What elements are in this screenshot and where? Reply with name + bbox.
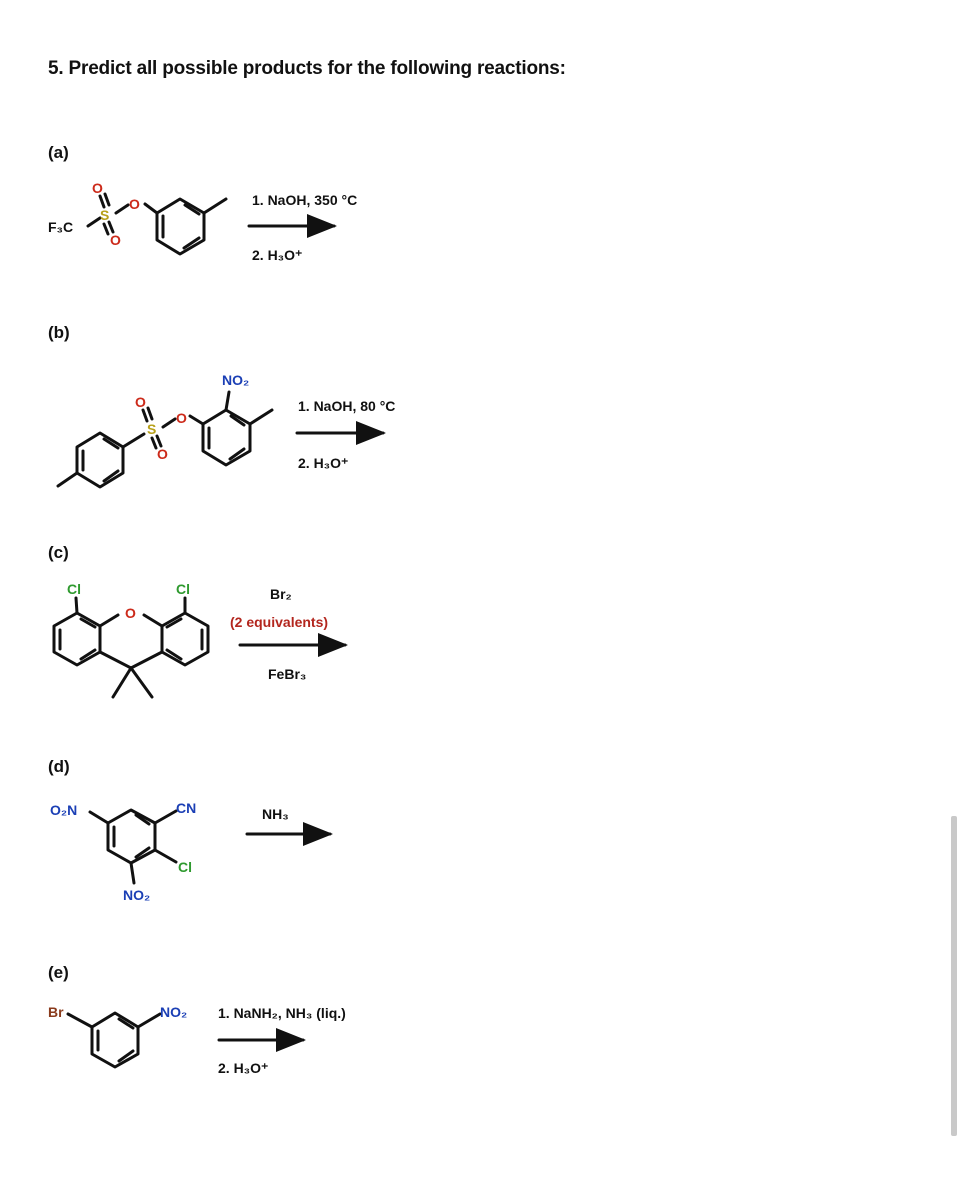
part-b-molecule [58,392,272,487]
part-b-reagent-2: 2. H₃O⁺ [298,455,349,471]
part-a-label: (a) [48,143,69,162]
atom-e-no2: NO₂ [160,1004,188,1020]
atom-b-o-ester: O [176,410,187,426]
atom-d-no2: NO₂ [123,887,151,903]
part-c-reagent-1: Br₂ [270,586,292,602]
atom-d-cl: Cl [178,859,192,875]
atom-c-cl-left: Cl [67,581,81,597]
part-d-molecule [90,810,176,883]
part-d-label: (d) [48,757,70,776]
part-e-reagent-2: 2. H₃O⁺ [218,1060,269,1076]
atom-d-o2n: O₂N [50,802,78,818]
part-a-molecule [88,194,226,254]
part-e-molecule [68,1013,160,1067]
part-e-reagent-1: 1. NaNH₂, NH₃ (liq.) [218,1005,346,1021]
atom-b-o-bottom: O [157,446,168,462]
part-c-reagent-3: FeBr₃ [268,666,307,682]
part-a-reagent-2: 2. H₃O⁺ [252,247,303,263]
part-a-reagent-1: 1. NaOH, 350 °C [252,192,358,208]
atom-a-f3c: F₃C [48,219,74,235]
atom-a-s: S [100,207,110,223]
atom-b-no2: NO₂ [222,372,250,388]
part-d-reagent-1: NH₃ [262,806,289,822]
part-c-label: (c) [48,543,69,562]
atom-c-cl-right: Cl [176,581,190,597]
part-c-reagent-2: (2 equivalents) [230,614,329,630]
atom-a-o-top: O [92,180,103,196]
atom-d-cn: CN [176,800,197,816]
part-b-label: (b) [48,323,70,342]
atom-c-o: O [125,605,136,621]
atom-a-o-bottom: O [110,232,121,248]
atom-a-o-ester: O [129,196,140,212]
part-b-reagent-1: 1. NaOH, 80 °C [298,398,396,414]
part-e-label: (e) [48,963,69,982]
atom-e-br: Br [48,1004,64,1020]
atom-b-o-top: O [135,394,146,410]
question-title: 5. Predict all possible products for the following reactions: [48,58,566,79]
atom-b-s: S [147,421,157,437]
scrollbar[interactable] [951,816,957,1136]
